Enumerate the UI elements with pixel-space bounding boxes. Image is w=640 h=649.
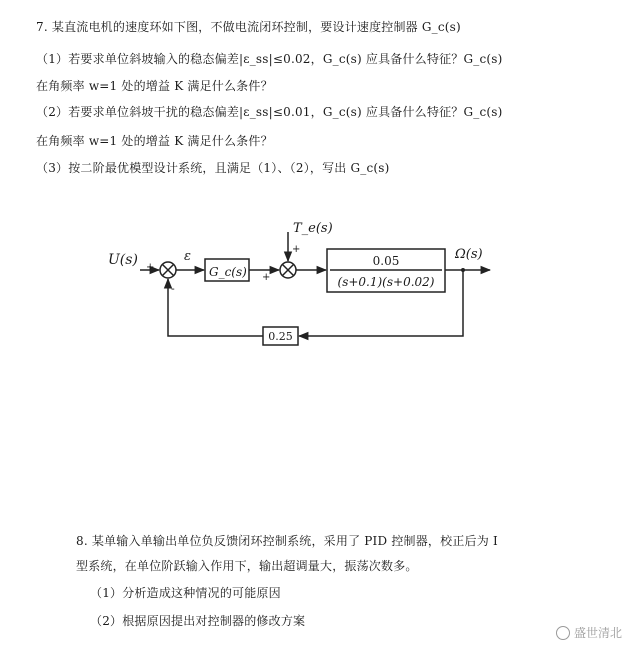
q8-line1: 8. 某单输入单输出单位负反馈闭环控制系统，采用了 PID 控制器，校正后为 I [76,534,498,548]
summer1-minus: - [171,282,175,295]
q7-part2-line1: （2）若要求单位斜坡干扰的稳态偏差|ε_ss|≤0.01，G_c(s) 应具备什么特征？G_c(s) [36,105,503,119]
q8-item2: （2）根据原因提出对控制器的修改方案 [90,614,306,628]
input-label: U(s) [108,252,138,268]
error-label: ε [184,249,191,264]
q7-part1-line1: （1）若要求单位斜坡输入的稳态偏差|ε_ss|≤0.02，G_c(s) 应具备什么特征？G_c(s) [36,52,503,66]
q7-part1-line2: 在角频率 w=1 处的增益 K 满足什么条件？ [36,79,273,93]
summer2-top-plus: + [292,244,301,255]
q7-part2-line2: 在角频率 w=1 处的增益 K 满足什么条件？ [36,134,273,148]
feedback-path-left [168,279,263,336]
feedback-gain-label: 0.25 [268,330,293,343]
q8-line2: 型系统，在单位阶跃输入作用下，输出超调量大，振荡次数多。 [76,559,418,573]
output-label: Ω(s) [455,247,483,262]
plant-denominator: (s+0.1)(s+0.02) [337,275,435,289]
summer2-left-plus: + [262,272,271,283]
watermark [556,624,622,641]
disturbance-label: T_e(s) [293,221,333,236]
q7-title: 7. 某直流电机的速度环如下图，不做电流闭环控制，要设计速度控制器 G_c(s) [36,20,461,34]
watermark-logo-icon [556,626,570,640]
q8-item1: （1）分析造成这种情况的可能原因 [90,586,281,600]
watermark-text: 盛世清北 [573,626,622,640]
plant-numerator: 0.05 [372,254,400,268]
q7-part3: （3）按二阶最优模型设计系统，且满足（1）、（2），写出 G_c(s) [36,161,390,175]
summer1-plus: + [146,262,155,273]
controller-label: G_c(s) [209,265,247,279]
